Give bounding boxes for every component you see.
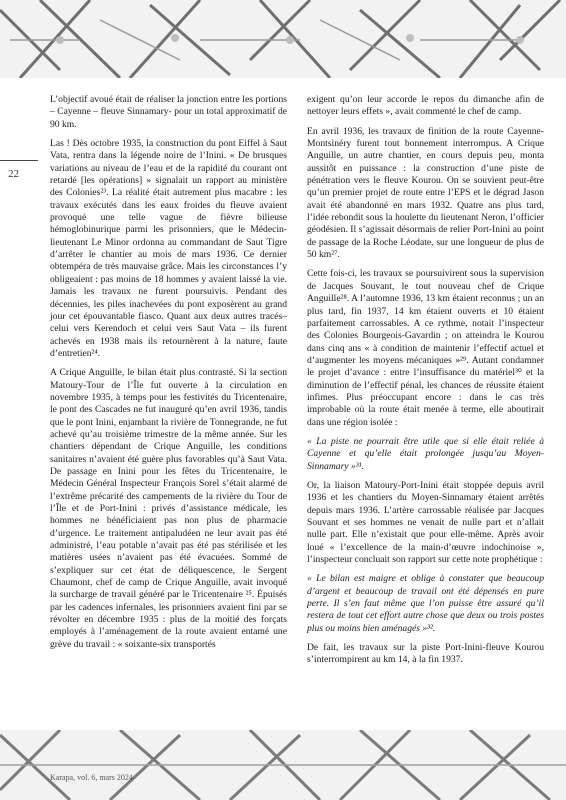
- page-number: 22: [8, 168, 19, 180]
- page-number-rule: [0, 160, 38, 161]
- block-quote: « Le bilan est maigre et oblige à constater que beaucoup d’argent et beaucoup de travail ont été dépensés en pure perte. Il s’en faut même que l’on puisse être assuré qu’il restera de tout cet effort autre chose que deux ou trois postes plus ou moins bien aménagés »³².: [307, 573, 544, 634]
- footer-citation: Karapa, vol. 6, mars 2024: [50, 773, 133, 782]
- left-text-column: [50, 94, 287, 658]
- tribal-pattern-bottom: [0, 730, 566, 800]
- paragraph: De fait, les travaux sur la piste Port-Inini-fleuve Kourou s’interrompirent au km 14, à la fin 1937.: [307, 642, 544, 666]
- paragraph: L’objectif avoué était de réaliser la jonction entre les portions – Cayenne – fleuve Sinnamary- pour un total approximatif de 90 km.: [50, 94, 287, 130]
- footer-decorative-band: [0, 730, 566, 800]
- right-text-column: [307, 94, 544, 674]
- header-decorative-band: [0, 0, 566, 78]
- block-quote: « La piste ne pourrait être utile que si elle était reliée à Cayenne et qu’elle était prolongée jusqu’au Moyen-Sinnamary »³¹.: [307, 435, 544, 472]
- paragraph: exigent qu’on leur accorde le repos du dimanche afin de nettoyer leurs effets », avait commenté le chef de camp.: [307, 94, 544, 118]
- tribal-pattern-top: [0, 0, 566, 78]
- paragraph: En avril 1936, les travaux de finition de la route Cayenne- Montsinéry furent tout bonnement interrompus. A Crique Anguille, un autre chantier, en cours depuis peu, monta aussitôt en puissance : la construction d’une piste de pénétration vers le fleuve Kourou. On se souvient peut-être qu’un premier projet de route entre l’EPS et le dégrad Jason avait été abandonné en mars 1932. Quatre ans plus tard, l’idée rebondit sous la houlette du lieutenant Neron, l’officier géodésien. Il s’agissait désormais de relier Port-Inini au point de passage de la Roche Léodate, sur une longueur de plus de 50 km²⁷.: [307, 125, 544, 261]
- paragraph: Or, la liaison Matoury-Port-Inini était stoppée depuis avril 1936 et les chantiers du Moyen-Sinnamary étaient arrêtés depuis mars 1936. L’artère carrossable réalisée par Jacques Souvant et ses hommes ne venait de nulle part et n’allait nulle part. Elle n’existait que pour elle-même. Après avoir loué « l’excellence de la main-d’œuvre indochinoise », l’inspecteur concluait son rapport sur cette note prophétique :: [307, 479, 544, 566]
- paragraph: A Crique Anguille, le bilan était plus contrasté. Si la section Matoury-Tour de l’Île fut ouverte à la circulation en novembre 1935, à temps pour les festivités du Tricentenaire, le pont des Cascades ne fut inauguré qu’en avril 1936, tandis que le pont Inini, enjambant la rivière de Tonnegrande, ne fut achevé qu’au troisième trimestre de la même année. Sur les chantiers dépendant de Crique Anguille, les conditions sanitaires n’avaient été guère plus favorables qu’à Saut Vata. De passage en Inini pour les fêtes du Tricentenaire, le Médecin Général Inspecteur François Sorel s’était alarmé de l’extrême précarité des campements de la rivière du Tour de l’Île et de Port-Inini : privés d’assistance médicale, les hommes ne bénéficiaient pas non plus de pharmacie d’urgence. Le traitement antipaludéen ne leur avait pas été administré, l’eau potable n’avait pas été pas stérilisée et les matières usées n’avaient pas été évacuées. Sommé de s’expliquer sur cet état de déliquescence, le Sergent Chaumont, chef de camp de Crique Anguille, avait invoqué la surcharge de travail généré par le Tricentenaire ²⁵. Épuisés par les cadences infernales, les prisonniers avaient fini par se révolter en décembre 1935 : plus de la moitié des forçats employés à l’aménagement de la route avaient entamé une grève du travail : « soixante-six transportés: [50, 367, 287, 650]
- paragraph: Cette fois-ci, les travaux se poursuivirent sous la supervision de Jacques Souvant, le tout nouveau chef de Crique Anguille²⁸. A l’automne 1936, 13 km étaient reconnus ; un an plus tard, fin 1937, 14 km étaient ouverts et 10 étaient parfaitement carrossables. A ce rythme, notait l’inspecteur des Colonies Bourgeois-Gavardin ; on atteindra le Kourou dans cinq ans « à condition de maintenir l’effectif actuel et d’augmenter les moyens mécaniques »²⁹. Autant condamner le projet d’avance : entre l’insuffisance du matériel³⁰ et la diminution de l’effectif pénal, les chances de réussite étaient infimes. Plus préoccupant encore : dans le cas très improbable où la route était menée à terme, elle aboutirait dans une région isolée :: [307, 268, 544, 428]
- paragraph: Las ! Dès octobre 1935, la construction du pont Eiffel à Saut Vata, rentra dans la légende noire de l’Inini. « De brusques variations au niveau de l’eau et de la rapidité du courant ont retardé [les opérations] » signalait un rapport au ministère des Colonies²³. La réalité était autrement plus macabre : les travaux exécutés dans les eaux froides du fleuve avaient provoqué une telle vague de fièvre bilieuse hémoglobinurique parmi les prisonniers, que le Médecin-lieutenant Le Minor ordonna au commandant de Saut Tigre d’arrêter le chantier au mois de mars 1936. Ce dernier obtempéra de très mauvaise grâce. Mais les circonstances l’y obligeaient : pas moins de 18 hommes y avaient laissé la vie. Jamais les travaux ne furent poursuivis. Pendant des décennies, les piles inachevées du pont exposèrent au grand jour cet épouvantable fiasco. Quant aux deux autres tracés– celui vers Kerendoch et celui vers Saut Vata – ils furent achevés en 1938 mais ils retournèrent à la nature, faute d’entretien²⁴.: [50, 138, 287, 359]
